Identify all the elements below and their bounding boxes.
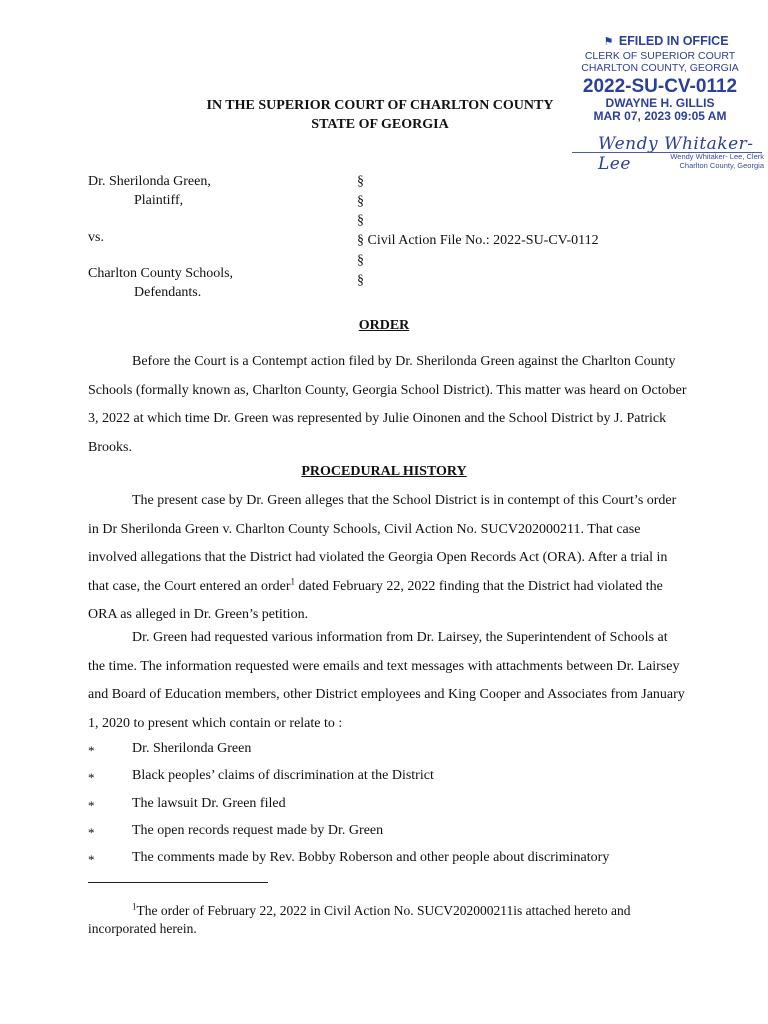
footnote-divider (88, 882, 268, 883)
signature-printed-name (654, 153, 764, 170)
clerk-name: DWAYNE H. GILLIS (605, 96, 715, 110)
footnote-marker: 1 (132, 901, 137, 912)
section-symbol: § (357, 272, 364, 288)
asterisk-bullet-icon: * (88, 797, 95, 813)
history-paragraph-1 (88, 487, 688, 630)
list-item-text: The lawsuit Dr. Green filed (132, 795, 286, 811)
list-item-text: Black peoples’ claims of discrimination at the District (132, 768, 434, 784)
filing-datetime: MAR 07, 2023 09:05 AM (593, 109, 727, 123)
history-paragraph-1-text: The present case by Dr. Green alleges that the School District is in contempt of this Court’s order in Dr Sherilonda Green v. Charlton County Schools, Civil Action No. SUCV202000211. That case involved allegations that the District had violated the Georgia Open Records Act (ORA). After a trial in that case, the Court entered an order (88, 493, 677, 594)
intro-paragraph-text: Before the Court is a Contempt action filed by Dr. Sherilonda Green against the Charlton County Schools (formally known as, Charlton County, Georgia School District). This matter was heard on October 3, 2022 at which time Dr. Green was represented by Julie Oinonen and the School District by J. Patrick Brooks. (88, 354, 687, 455)
section-symbol: § (357, 174, 364, 189)
state-name: STATE OF GEORGIA (311, 117, 449, 132)
stamp-case-number: 2022-SU-CV-0112 (582, 76, 738, 97)
civil-action-file-number: Civil Action File No.: 2022-SU-CV-0112 (367, 233, 599, 249)
signature-county-line: Charlton County, Georgia (679, 160, 764, 170)
section-symbol: § (357, 213, 364, 229)
footnote-reference: 1 (290, 575, 296, 586)
efiled-label: EFILED IN OFFICE (618, 34, 729, 48)
defendant-role: Defendants. (134, 285, 202, 300)
plaintiff-role: Plaintiff, (134, 193, 184, 208)
procedural-history-title: PROCEDURAL HISTORY (301, 464, 467, 479)
list-item-text: The open records request made by Dr. Green (132, 822, 384, 838)
file-number-row (357, 231, 599, 251)
history-paragraph-2 (88, 624, 688, 738)
efiled-line (572, 34, 760, 50)
footnote (88, 902, 688, 938)
court-name: IN THE SUPERIOR COURT OF CHARLTON COUNTY (206, 98, 554, 113)
history-paragraph-1-continued: dated February 22, 2022 finding that the District had violated the ORA as alleged in Dr. Green’s petition. (88, 578, 663, 622)
list-item (88, 740, 688, 767)
list-item (88, 849, 688, 876)
list-item-text: Dr. Sherilonda Green (132, 741, 252, 756)
plaintiff-name: Dr. Sherilonda Green, (88, 174, 211, 189)
list-item (88, 822, 688, 849)
asterisk-bullet-icon: * (88, 824, 95, 840)
courthouse-seal-icon: ⚑ (603, 36, 614, 48)
list-item (88, 767, 688, 794)
efiling-stamp (560, 34, 760, 123)
signature-name-line: Wendy Whitaker- Lee, Clerk (670, 152, 764, 161)
section-symbol: § (357, 252, 364, 268)
asterisk-bullet-icon: * (88, 743, 95, 758)
clerk-of-court-label: CLERK OF SUPERIOR COURT (584, 50, 736, 62)
county-label: CHARLTON COUNTY, GEORGIA (581, 62, 739, 74)
list-item (88, 795, 688, 822)
section-symbol: § (357, 193, 364, 209)
handwritten-signature: Wendy Whitaker-Lee (598, 134, 754, 174)
footnote-text: The order of February 22, 2022 in Civil Action No. SUCV202000211is attached hereto and incorporated herein. (88, 903, 631, 936)
list-item-text: The comments made by Rev. Bobby Roberson and other people about discriminatory (132, 850, 610, 866)
defendant-name: Charlton County Schools, (88, 266, 234, 281)
section-symbol: § (357, 233, 364, 249)
section-symbol-column (357, 172, 599, 290)
order-title: ORDER (358, 318, 410, 333)
clerk-signature (572, 134, 762, 174)
court-header (180, 96, 580, 134)
requested-topics-list (88, 740, 688, 876)
asterisk-bullet-icon: * (88, 770, 95, 786)
history-paragraph-2-text: Dr. Green had requested various information from Dr. Lairsey, the Superintendent of Schools at the time. The information requested were emails and text messages with attachments between Dr. Lairsey and Board of Education members, other District employees and King Cooper and Associates from January 1, 2020 to present which contain or relate to : (88, 630, 685, 731)
intro-paragraph (88, 348, 688, 462)
asterisk-bullet-icon: * (88, 852, 95, 868)
versus-label: vs. (88, 230, 104, 245)
